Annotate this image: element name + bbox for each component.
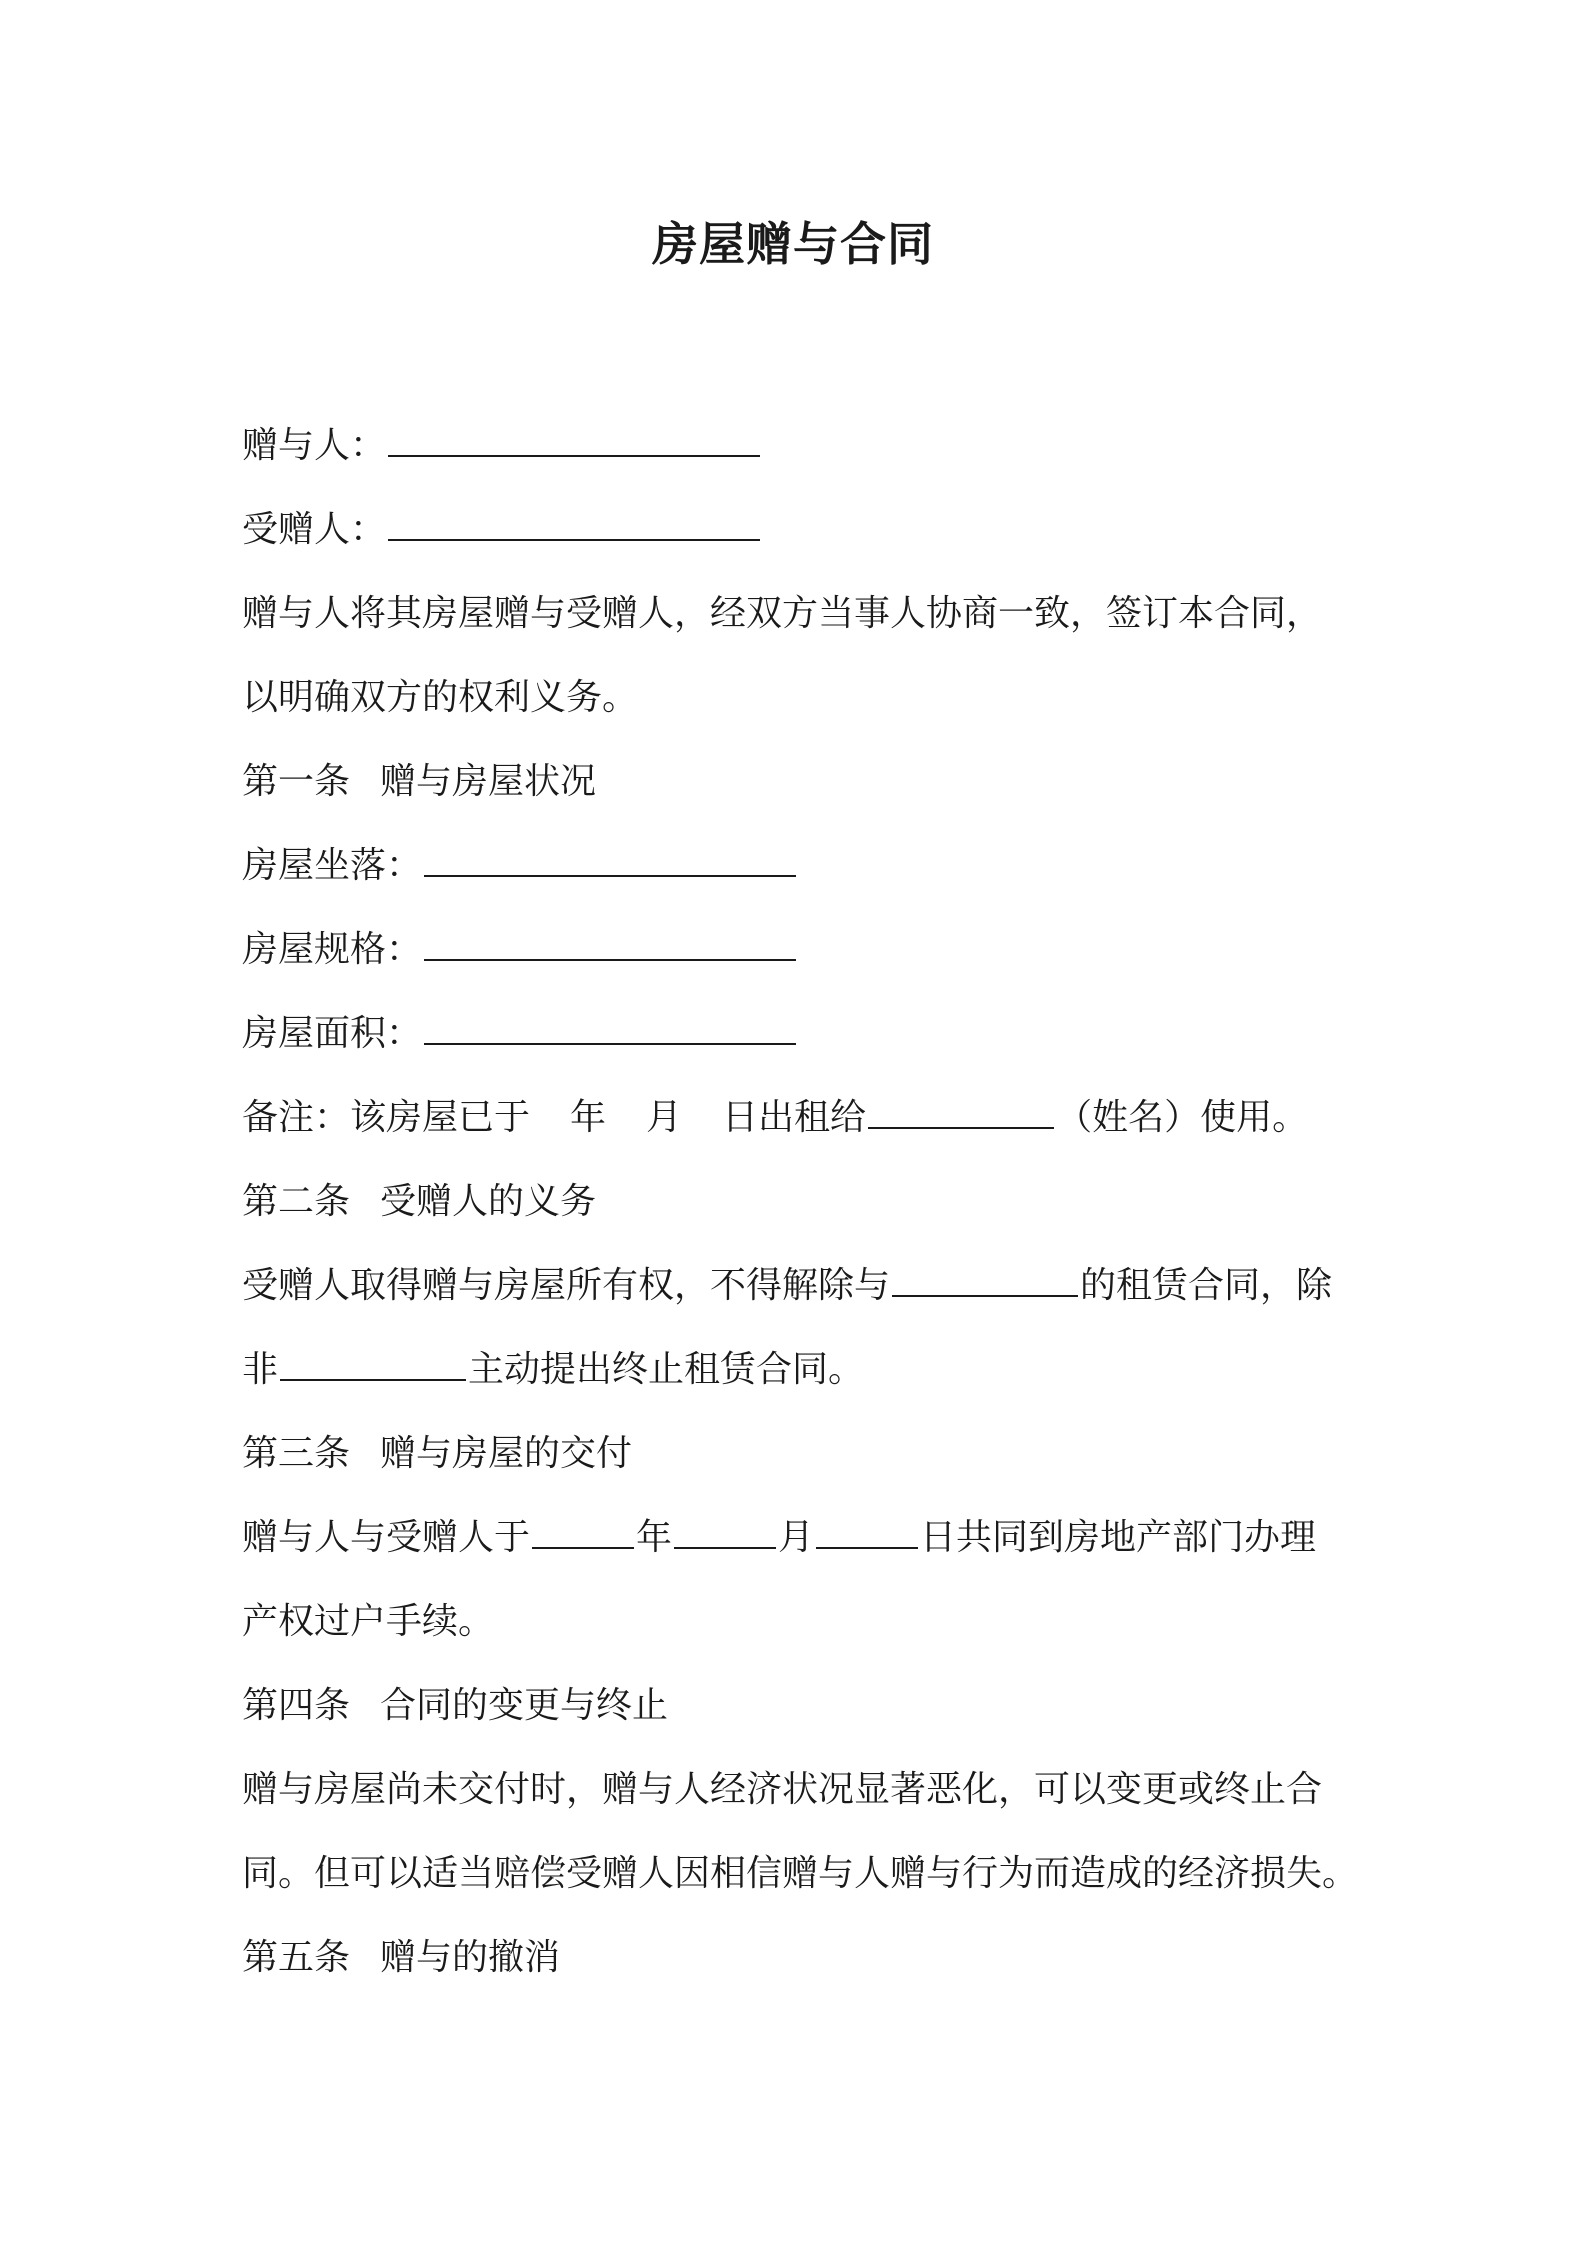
intro-line-1: 赠与人将其房屋赠与受赠人，经双方当事人协商一致，签订本合同， xyxy=(242,593,1323,634)
transfer-month-blank xyxy=(674,1507,776,1549)
spec-line xyxy=(242,908,1362,992)
article-3-text-b: 日共同到房地产部门办理 xyxy=(920,1517,1317,1558)
article-3-title: 赠与房屋的交付 xyxy=(380,1433,633,1474)
note-month: 月 xyxy=(646,1097,683,1138)
location-line xyxy=(242,824,1362,908)
article-4-line-1: 赠与房屋尚未交付时，赠与人经济状况显著恶化，可以变更或终止合 xyxy=(242,1769,1323,1810)
article-2-heading xyxy=(242,1160,1362,1244)
location-blank xyxy=(424,835,796,877)
spec-label: 房屋规格： xyxy=(242,929,423,970)
note-year: 年 xyxy=(570,1097,607,1138)
donor-label: 赠与人： xyxy=(242,425,387,466)
document-title: 房屋赠与合同 xyxy=(652,217,934,271)
donor-line xyxy=(242,404,1362,488)
spec-blank xyxy=(424,919,796,961)
article-2-title: 受赠人的义务 xyxy=(380,1181,597,1222)
article-1-number: 第一条 xyxy=(242,761,351,802)
article-3-text-a: 赠与人与受赠人于 xyxy=(242,1517,531,1558)
donee-label: 受赠人： xyxy=(242,509,387,550)
transfer-day-blank xyxy=(816,1507,918,1549)
note-suffix: （姓名）使用。 xyxy=(1056,1097,1309,1138)
tenant-blank xyxy=(868,1087,1054,1129)
area-label: 房屋面积： xyxy=(242,1013,423,1054)
transfer-year-blank xyxy=(532,1507,634,1549)
article-4-title: 合同的变更与终止 xyxy=(380,1685,669,1726)
note-prefix: 备注：该房屋已于 xyxy=(242,1097,531,1138)
document-body xyxy=(242,404,1362,2000)
article-1-title: 赠与房屋状况 xyxy=(380,761,597,802)
article-5-title: 赠与的撤消 xyxy=(380,1937,561,1978)
article-3-line-1 xyxy=(242,1496,1362,1580)
intro-line-2: 以明确双方的权利义务。 xyxy=(242,677,639,718)
article-5-number: 第五条 xyxy=(242,1937,351,1978)
article-2-number: 第二条 xyxy=(242,1181,351,1222)
article-2-text-c: 非 xyxy=(242,1349,279,1390)
note-line xyxy=(242,1076,1362,1160)
article-1-heading xyxy=(242,740,1362,824)
area-blank xyxy=(424,1003,796,1045)
article-4-line-2: 同。但可以适当赔偿受赠人因相信赠与人赠与行为而造成的经济损失。 xyxy=(242,1853,1359,1894)
donee-line xyxy=(242,488,1362,572)
article-3-number: 第三条 xyxy=(242,1433,351,1474)
tenant-name-blank xyxy=(280,1339,466,1381)
article-4-heading xyxy=(242,1664,1362,1748)
article-2-line-2 xyxy=(242,1328,1362,1412)
note-day-rent: 日出租给 xyxy=(722,1097,867,1138)
article-3-line-2: 产权过户手续。 xyxy=(242,1601,495,1642)
article-3-heading xyxy=(242,1412,1362,1496)
location-label: 房屋坐落： xyxy=(242,845,423,886)
donor-blank xyxy=(388,415,760,457)
area-line xyxy=(242,992,1362,1076)
article-3-year: 年 xyxy=(636,1517,673,1558)
article-2-text-a: 受赠人取得赠与房屋所有权，不得解除与 xyxy=(242,1265,891,1306)
lease-party-blank xyxy=(892,1255,1078,1297)
article-5-heading xyxy=(242,1916,1362,2000)
article-2-text-d: 主动提出终止租赁合同。 xyxy=(468,1349,865,1390)
article-2-line-1 xyxy=(242,1244,1362,1328)
article-3-month: 月 xyxy=(778,1517,815,1558)
article-2-text-b: 的租赁合同，除 xyxy=(1080,1265,1333,1306)
donee-blank xyxy=(388,499,760,541)
article-4-number: 第四条 xyxy=(242,1685,351,1726)
